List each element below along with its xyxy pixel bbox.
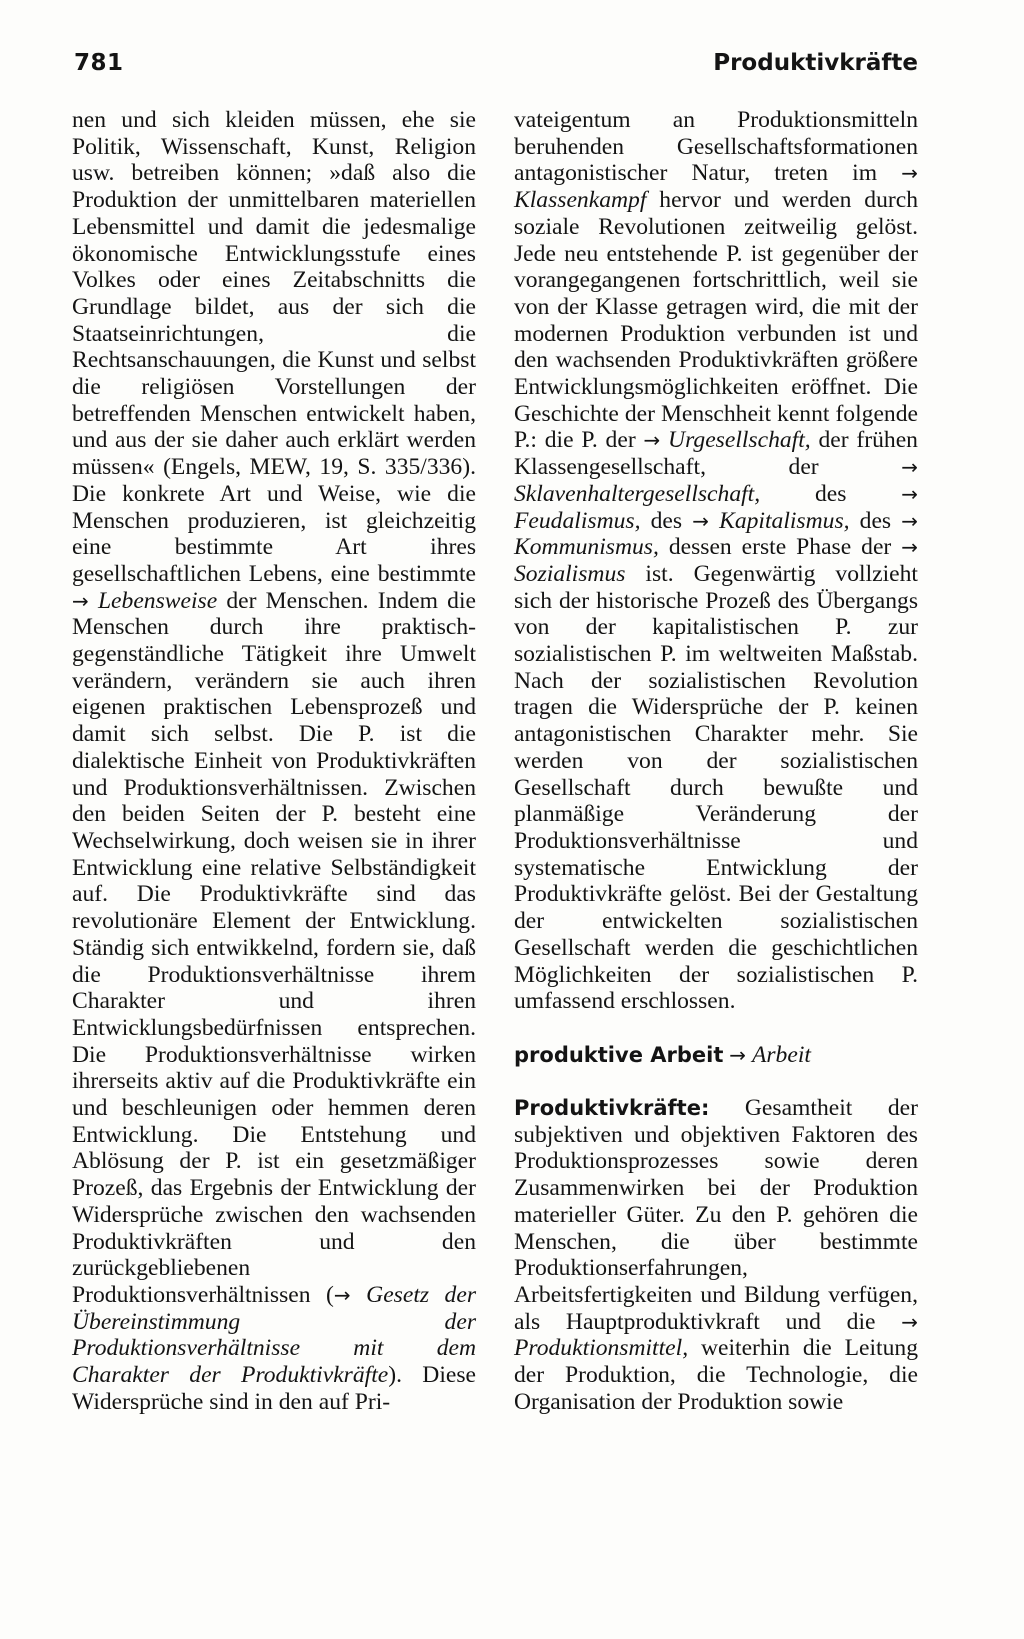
text-segment: ist. Gegenwärtig vollzieht sich der historische Prozeß des Übergangs von der kapitalistischen P. zur sozialistischen P. im weltweiten Maßstab. Nach der sozialistischen Revolution tragen die Widersprüche der P. keinen antagonistischen Charakter mehr. Sie werden von der sozialistischen Gesellschaft durch bewußte und planmäßige Veränderung der Produktionsverhältnisse und systematische Entwicklung der Produktivkräfte gelöst. Bei der Gestaltung der entwickelten sozialistischen Gesellschaft werden die geschichtlichen Möglichkeiten der sozialistischen P. umfassend erschlossen. [514, 560, 918, 1015]
running-head: Produktivkräfte [713, 50, 918, 76]
text-segment: des [650, 507, 683, 534]
entry-headword: Produktivkräfte: [514, 1095, 710, 1120]
cross-reference-arrow-icon: → [901, 481, 918, 506]
cross-reference-link[interactable]: Kommunismus, [514, 534, 659, 561]
left-column [72, 107, 476, 1415]
cross-reference-link[interactable]: Sklavenhaltergesellschaft, [514, 480, 761, 507]
cross-reference-link[interactable]: Klassenkampf [514, 187, 647, 214]
right-column [514, 107, 918, 1415]
text-segment: Gesamtheit der subjektiven und objektiven Faktoren des Produktionsprozesses sowie deren Zusammenwirken bei der Produktion materieller Güter. Zu den P. gehören die Menschen, die über bestimmte Produktionserfahrungen, Arbeitsfertigkeiten und Bildung verfügen, als Hauptproduktivkraft und die [514, 1094, 918, 1335]
page-number: 781 [74, 50, 124, 76]
text-segment: dessen erste Phase der [668, 534, 892, 561]
cross-reference-arrow-icon: → [901, 1309, 918, 1334]
cross-reference-link[interactable]: Gesetz der Übereinstimmung der Produktionsverhältnisse mit dem Charakter der Produktivkräfte [72, 1281, 476, 1389]
cross-reference-arrow-icon: → [643, 428, 661, 453]
entry-continuation [72, 107, 476, 1415]
cross-reference-link[interactable]: Sozialismus [514, 560, 626, 587]
entry-produktivkraefte [514, 1095, 918, 1415]
text-segment: hervor und werden durch soziale Revolutionen zeitweilig gelöst. Jede neu entstehende P. ist gegenüber der vorangegangenen fortschrittlich, weil sie von der Klasse getragen wird, die mit der modernen Produktion verbunden ist und den wachsenden Produktivkräften größere Entwicklungsmöglichkeiten eröffnet. Die Geschichte der Menschheit kennt folgende P.: die P. der [514, 187, 918, 454]
text-segment: der frühen Klassengesellschaft, der [514, 427, 918, 481]
cross-reference-arrow-icon: → [333, 1282, 351, 1307]
cross-reference-arrow-icon: → [901, 508, 918, 533]
cross-reference-arrow-icon: → [692, 508, 709, 533]
cross-reference-link[interactable]: Arbeit [751, 1041, 811, 1068]
text-segment: nen und sich kleiden müssen, ehe sie Politik, Wissenschaft, Kunst, Religion usw. betreiben können; »daß also die Produktion der unmittelbaren materiellen Lebensmittel und damit die jedesmalige ökonomische Entwicklungsstufe eines Volkes oder eines Zeitabschnitts die Grundlage bildet, aus der sich die Staatseinrichtungen, die Rechtsanschauungen, die Kunst und selbst die religiösen Vorstellungen der betreffenden Menschen entwickelt haben, und aus der sie daher auch erklärt werden müssen« (Engels, MEW, 19, S. 335/336). Die konkrete Art und Weise, wie die Menschen produzieren, ist gleichzeitig eine bestimmte Art ihres gesellschaftlichen Lebens, eine bestimmte [72, 107, 476, 587]
entry-spacer [514, 1068, 918, 1095]
cross-reference-arrow-icon: → [901, 455, 918, 480]
text-segment: der Menschen. Indem die Menschen durch ihre praktisch-gegenständliche Tätigkeit ihre Umwelt verändern, verändern sie auch ihren eigenen praktischen Lebensprozeß und damit sich selbst. Die P. ist die dialektische Einheit von Produktivkräften und Produktionsverhältnissen. Zwischen den beiden Seiten der P. besteht eine Wechselwirkung, doch weisen sie in ihrer Entwicklung eine relative Selbständigkeit auf. Die Produktivkräfte sind das revolutionäre Element der Entwicklung. Ständig sich entwikkelnd, fordern sie, daß die Produktionsverhältnisse ihrem Charakter und ihren Entwicklungsbedürfnissen entsprechen. Die Produktionsverhältnisse wirken ihrerseits aktiv auf die Produktivkräfte ein und beschleunigen oder hemmen deren Entwicklung. Die Entstehung und Ablösung der P. ist ein gesetzmäßiger Prozeß, das Ergebnis der Entwicklung der Widersprüche zwischen den wachsenden Produktivkräften und den zurückgebliebenen Produktionsverhältnissen ( [72, 587, 476, 1308]
entry-continuation [514, 107, 918, 1015]
text-segment: ). Diese Widersprüche sind in den auf Pri- [72, 1362, 477, 1415]
cross-reference-link[interactable]: Lebensweise [97, 587, 218, 614]
cross-reference-arrow-icon: → [901, 535, 918, 560]
entry-produktive-arbeit [514, 1042, 918, 1069]
entry-spacer [514, 1015, 918, 1042]
text-segment: weiterhin die Leitung der Produktion, die Technologie, die Organisation der Produktion sowie [514, 1335, 918, 1415]
cross-reference-link[interactable]: Urgesellschaft, [668, 427, 811, 454]
cross-reference-link[interactable]: Produktionsmittel, [514, 1335, 689, 1362]
cross-reference-link[interactable]: Feudalismus, [514, 507, 641, 534]
cross-reference-arrow-icon: → [72, 588, 89, 613]
cross-reference-arrow-icon: → [901, 161, 918, 186]
entry-headword: produktive Arbeit [514, 1042, 724, 1067]
text-segment: des [814, 480, 847, 507]
cross-reference-link[interactable]: Kapitalismus, [719, 507, 850, 534]
cross-reference-arrow-icon: → [729, 1042, 747, 1067]
text-segment: vateigentum an Produktionsmitteln beruhenden Gesellschaftsformationen antagonistischer Natur, treten im [514, 107, 918, 187]
text-segment: des [859, 507, 892, 534]
